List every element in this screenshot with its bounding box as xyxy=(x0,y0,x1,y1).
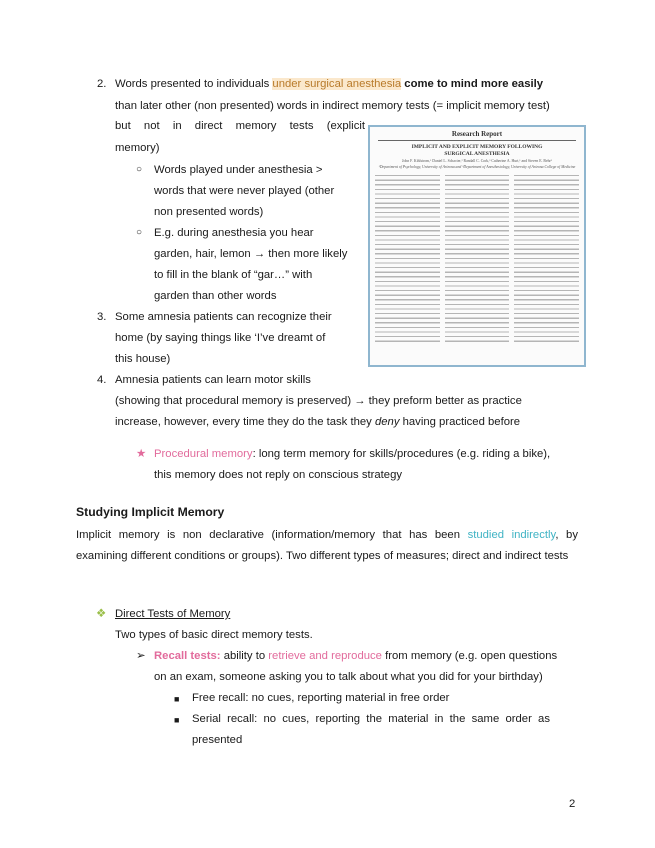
item2-sub2-line3: to fill in the blank of “gar…” with xyxy=(154,269,313,281)
item2-line4: memory) xyxy=(115,142,160,154)
figure-affiliation: ¹Department of Psychology, University of Arizona and ³Department of Anesthesiology, University of Arizona College of Medicine xyxy=(378,165,576,169)
item2-sub1-line1: Words played under anesthesia > xyxy=(154,164,323,176)
circle-bullet-icon: ○ xyxy=(136,164,143,175)
serial-recall-line1: Serial recall: no cues, reporting the material in the same order as xyxy=(192,713,550,725)
figure-header: Research Report xyxy=(451,130,503,138)
procedural-line2: this memory does not reply on conscious strategy xyxy=(154,469,403,481)
item4-line1: Amnesia patients can learn motor skills xyxy=(115,374,311,386)
list-number-2: 2. xyxy=(97,78,107,90)
serial-recall-line2: presented xyxy=(192,734,243,746)
section-heading: Studying Implicit Memory xyxy=(76,505,225,519)
recall-tests-label: Recall tests: xyxy=(154,650,221,662)
figure-column-1 xyxy=(375,173,440,343)
item2-sub1-line2: words that were never played (other xyxy=(154,185,335,197)
figure-authors: John F. Kihlstrom,¹ Daniel L. Schacter,² Randall C. Cork,³ Catherine A. Hurt,¹ and Steven E. Behr³ xyxy=(402,159,552,163)
circle-bullet-icon: ○ xyxy=(136,227,143,238)
square-bullet-icon: ■ xyxy=(174,715,180,725)
free-recall: Free recall: no cues, reporting material in free order xyxy=(192,692,450,704)
recall-line2: on an exam, someone asking you to talk about what you did for your birthday) xyxy=(154,671,543,683)
item4-line2: (showing that procedural memory is preserved) → they preform better as practice xyxy=(115,395,522,407)
square-bullet-icon: ■ xyxy=(174,694,180,704)
figure-divider xyxy=(378,140,576,141)
highlight-surgical-anesthesia: under surgical anesthesia xyxy=(272,78,402,90)
research-report-figure xyxy=(368,125,586,367)
section-paragraph: Implicit memory is non declarative (information/memory that has been studied indirectly, by examining different conditions or groups). Two different types of measures; direct and indirect tests xyxy=(76,529,578,562)
item2-line2: than later other (non presented) words in indirect memory tests (= implicit memory test) xyxy=(115,100,550,112)
diamond-bullet-icon: ❖ xyxy=(96,608,107,620)
item3-line2: home (by saying things like ‘I’ve dreamt of xyxy=(115,332,326,344)
item2-line3: but not in direct memory tests (explicit xyxy=(115,120,365,132)
procedural-line1: Procedural memory: long term memory for skills/procedures (e.g. riding a bike), xyxy=(154,448,551,460)
studied-indirectly-highlight: studied indirectly xyxy=(467,529,556,541)
list-number-3: 3. xyxy=(97,311,107,323)
item4-line3: increase, however, every time they do the task they deny having practiced before xyxy=(115,416,521,428)
figure-column-3 xyxy=(514,173,579,343)
figure-column-2 xyxy=(445,173,510,343)
direct-tests-title: Direct Tests of Memory xyxy=(115,608,231,620)
arrow-bullet-icon: ➢ xyxy=(136,650,146,662)
direct-tests-intro: Two types of basic direct memory tests. xyxy=(115,629,313,641)
procedural-term: Procedural memory xyxy=(154,448,253,460)
star-icon: ★ xyxy=(136,448,147,460)
item2-sub2-line4: garden than other words xyxy=(154,290,277,302)
item3-line1: Some amnesia patients can recognize their xyxy=(115,311,332,323)
figure-title-1: IMPLICIT AND EXPLICIT MEMORY FOLLOWING xyxy=(411,144,543,150)
item2-sub2-line2: garden, hair, lemon → then more likely xyxy=(154,248,348,260)
recall-line1: Recall tests: ability to retrieve and reproduce from memory (e.g. open questions xyxy=(154,650,558,662)
item2-sub2-line1: E.g. during anesthesia you hear xyxy=(154,227,314,239)
list-number-4: 4. xyxy=(97,374,107,386)
figure-title-2: SURGICAL ANESTHESIA xyxy=(444,150,510,157)
item3-line3: this house) xyxy=(115,353,171,365)
item2-sub1-line3: non presented words) xyxy=(154,206,264,218)
figure-body-columns xyxy=(370,173,584,343)
page-number: 2 xyxy=(569,798,576,810)
item2-line1: Words presented to individuals under surgical anesthesia come to mind more easily xyxy=(115,78,544,90)
retrieve-reproduce-highlight: retrieve and reproduce xyxy=(268,650,382,662)
